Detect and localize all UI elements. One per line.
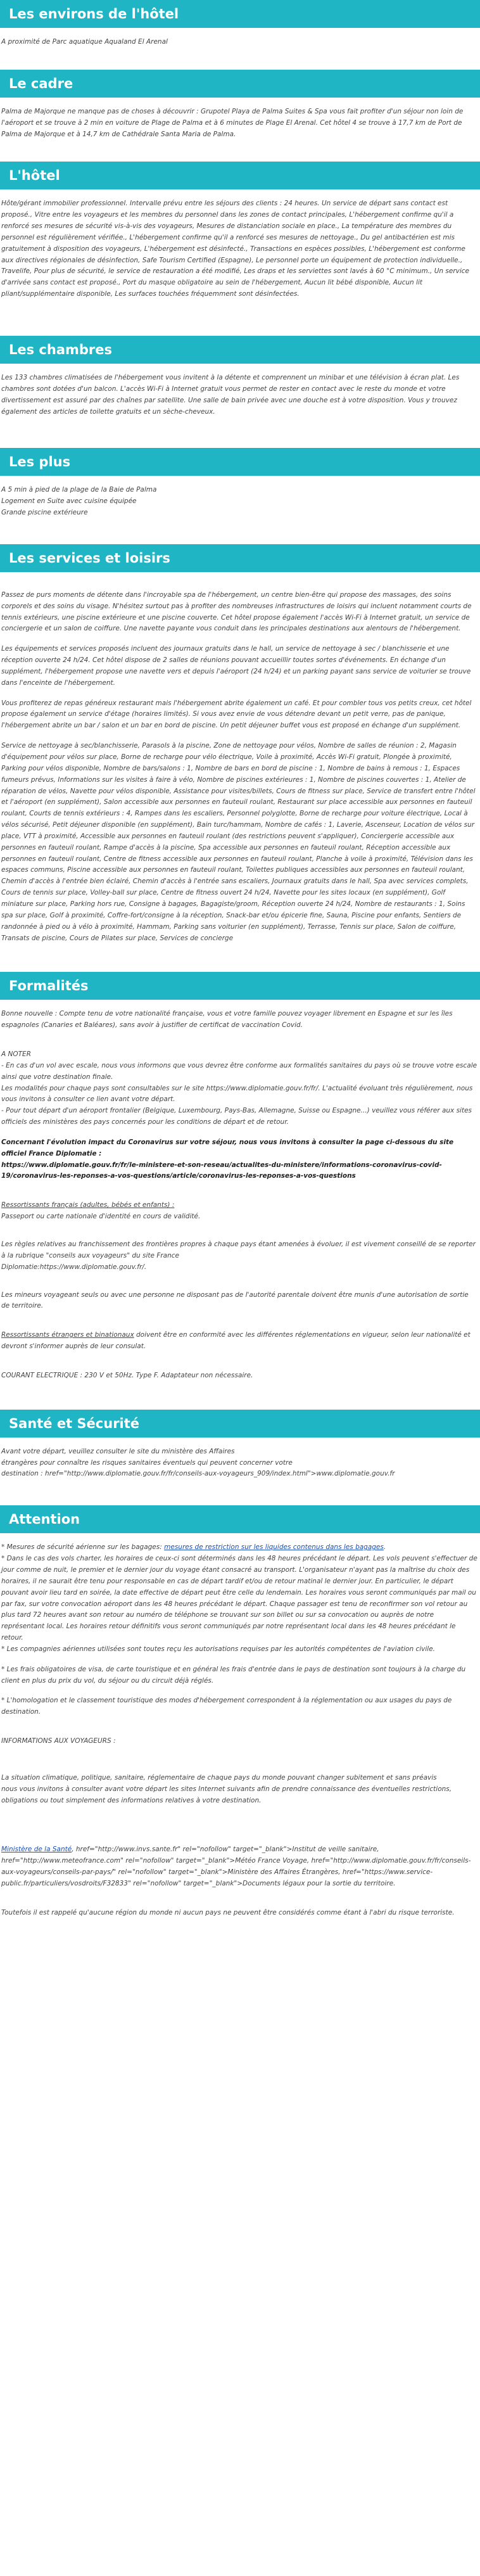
etrangers-para <box>1 1330 479 1353</box>
plus-item: Logement en Suite avec cuisine équipée <box>1 497 137 506</box>
situation-line: La situation climatique, politique, sanitaire, réglementaire de chaque pays du monde pouvant changer subitement et sans préavis <box>1 1773 437 1782</box>
ressortissants-fr-text: Passeport ou carte nationale d'identité en cours de validité. <box>1 1213 201 1221</box>
ressortissants-fr-title: Ressortissants français (adultes, bébés et enfants) : <box>1 1201 175 1209</box>
regles-line: Les règles relatives au franchissement des frontières propres à chaque pays étant amenées à évoluer, il est vivement conseillé de se reporter à la rubrique "conseils aux voyageurs" du site France <box>1 1240 476 1259</box>
section-securite <box>0 1410 480 1481</box>
mineurs-text: Les mineurs voyageant seuls ou avec une personne ne disposant pas de l'autorité parentale doivent être munis d'une autorisation de sortie de territoire. <box>1 1291 469 1310</box>
section-title: Les plus <box>0 448 480 476</box>
terrorisme-notice: Toutefois il est rappelé qu'aucune région du monde ni aucun pays ne peuvent être considérés comme étant à l'abri du risque terroriste. <box>1 1908 455 1916</box>
situation-line: nous vous invitons à consulter avant votre départ les sites Internet suivants afin de prendre connaissance des éventuelles restrictions, obligations ou tout simplement des informations relatives à votre destination. <box>1 1785 452 1804</box>
bagages-end: . <box>383 1543 386 1552</box>
bagages-label: * Mesures de sécurité aérienne sur les bagages: <box>1 1543 165 1552</box>
hotel-text: Hôte/gérant immobilier professionnel. Intervalle prévu entre les séjours des clients : 24 heures. Un service de départ sans contact est proposé., Vitre entre les voyageurs et les membres du personnel dans les zones de contact principales, L'hébergement confirme qu'il a renforcé ses mesures de sécurité vis-à-vis des voyageurs, Mesures de distanciation sociale en place., La température des membres du personnel est régulièrement vérifiée., L'hébergement confirme qu'il a renforcé ses mesures de nettoyage., Du gel antibactérien est mis gratuitement à disposition des voyageurs, L'hébergement est désinfecté., Transactions en espèces possibles, L'hébergement est conforme aux directives régionales de désinfection, Safe Tourism Certified (Espagne), Le personnel porte un équipement de protection individuelle., Travelife, Pour plus de sécurité, le service de restauration a été modifié, Les draps et les serviettes sont lavés à 60 °C minimum., Un service d'arrivée sans contact est proposé., Port du masque obligatoire au sein de l'hébergement, Aucun lit bébé disponible, Aucun lit pliant/supplémentaire disponible, Les surfaces touchées fréquemment sont désinfectées. <box>1 200 469 298</box>
nota-line: - Pour tout départ d'un aéroport frontalier (Belgique, Luxembourg, Pays-Bas, Allemagne, Suisse ou Espagne...) veuillez vous référer aux sites officiels des ministères des pays concernés pour les conditions de départ et de retour. <box>1 1107 472 1126</box>
loisirs-equipements: Service de nettoyage à sec/blanchisserie, Parasols à la piscine, Zone de nettoyage pour vélos, Nombre de salles de réunion : 2, Magasin d'équipement pour vélos sur place, Borne de recharge pour vélo électrique, Voile à proximité, Accès Wi-Fi gratuit, Plongée à proximité, Parking pour vélos disponible, Nombre de bars/salons : 1, Nombre de bars en bord de piscine : 1, Nombre de bains à remous : 1, Espaces fumeurs prévus, Informations sur les visites à faire à vélo, Nombre de piscines extérieures : 1, Nombre de piscines couvertes : 1, Atelier de réparation de vélos, Navette pour vélos disponible, Assistance pour visites/billets, Cours de fitness sur place, Service de transfert entre l'hôtel et l'aéroport (en supplément), Salon accessible aux personnes en fauteuil roulant, Restaurant sur place accessible aux personnes en fauteuil roulant, Courts de tennis extérieurs : 4, Rampes dans les escaliers, Personnel polyglotte, Borne de recharge pour voiture électrique, Local à vélos sécurisé, Petit déjeuner disponible (en supplément), Bain turc/hammam, Nombre de cafés : 1, Laverie, Ascenseur, Location de vélos sur place, VTT à proximité, Accessible aux personnes en fauteuil roulant (des restrictions peuvent s'appliquer), Conciergerie accessible aux personnes en fauteuil roulant, Rampe d'accès à la piscine, Spa accessible aux personnes en fauteuil roulant, Réception accessible aux personnes en fauteuil roulant, Centre de fitness accessible aux personnes en fauteuil roulant, Planche à voile à proximité, Télévision dans les espaces communs, Piscine accessible aux personnes en fauteuil roulant, Toilettes publiques accessibles aux personnes en fauteuil roulant, Chemin d'accès à l'entrée bien éclairé, Chemin d'accès à l'entrée sans escaliers, Journaux gratuits dans le hall, Spa avec services complets, Cours de tennis sur place, Volley-ball sur place, Centre de fitness ouvert 24 h/24, Navette pour les sites locaux (en supplément), Golf miniature sur place, Parking hors rue, Consigne à bagages, Bagagiste/groom, Réception ouverte 24 h/24, Nombre de restaurants : 1, Soins spa sur place, Golf à proximité, Coffre-fort/consigne à la réception, Snack-bar et/ou épicerie fine, Sauna, Piscine pour enfants, Sentiers de randonnée à pied ou à vélo à proximité, Hammam, Parking sans voiturier (en supplément), Terrasse, Tennis sur place, Salon de coiffure, Transats de piscine, Cours de Pilates sur place, Services de concierge <box>1 742 476 942</box>
section-title: Le cadre <box>0 70 480 98</box>
section-attention <box>0 1505 480 1918</box>
section-title: L'hôtel <box>0 162 480 189</box>
covid-notice: Concernant l'évolution impact du Coronavirus sur votre séjour, nous vous invitons à consulter la page ci-dessous du site officiel France Diplomatie : <box>1 1138 454 1157</box>
nota-line: Les modalités pour chaque pays sont consultables sur le site https://www.diplomatie.gouv.fr/fr/. L'actualité évoluant très régulièrement, nous vous invitons à consulter ce lien avant votre départ. <box>1 1084 473 1104</box>
loisirs-paragraph: Passez de purs moments de détente dans l'incroyable spa de l'hébergement, un centre bien-être qui propose des massages, des soins corporels et des soins du visage. N'hésitez surtout pas à profiter des nombreuses infrastructures de loisirs qui incluent notamment courts de tennis extérieurs, une piscine extérieure et une piscine couverte. Cet hôtel propose également l'accès Wi-Fi à Internet gratuit, un service de conciergerie et un salon de coiffure. Une navette payante vous conduit dans les principales destinations aux alentours de l'hébergement. <box>1 590 472 633</box>
nota-line: - En cas d'un vol avec escale, nous vous informons que vous devrez être conforme aux formalités sanitaires du pays où se trouve votre escale ainsi que votre destination finale. <box>1 1061 477 1081</box>
loisirs-paragraph: Les équipements et services proposés incluent des journaux gratuits dans le hall, un service de nettoyage à sec / blanchisserie et une réception ouverte 24 h/24. Cet hôtel dispose de 2 salles de réunions pouvant accueillir toutes sortes d'événements. En échange d'un supplément, l'hébergement propose une navette vers et depuis l'aéroport (24 h/24) et un parking payant sans service de voiturier se trouve dans l'enceinte de l'hébergement. <box>1 645 471 687</box>
attention-bagages <box>1 1542 479 1553</box>
plus-item: Grande piscine extérieure <box>1 509 88 517</box>
section-title: Les chambres <box>0 336 480 364</box>
sante-link[interactable]: Ministère de la Santé <box>1 1846 72 1854</box>
section-title: Formalités <box>0 972 480 1000</box>
regles-line: Diplomatie:https://www.diplomatie.gouv.fr/. <box>1 1263 147 1271</box>
attention-charter: * Dans le cas des vols charter, les horaires de ceux-ci sont déterminés dans les 48 heures précédant le départ. Les vols peuvent s'effectuer de jour comme de nuit, le premier et le dernier jour du voyage étant consacré au transport. L'organisateur n'ayant pas la maîtrise du choix des horaires, il ne saurait être tenu pour responsable en cas de départ tardif et/ou de retour matinal le dernier jour. En particulier, le départ pouvant avoir lieu tard en soirée, la date effective de départ peut être celle du lendemain. Les horaires vous seront communiqués par mail ou par fax, sur votre convocation aéroport dans les 48 heures précédant le départ. Chaque passager est tenu de reconfirmer son vol retour au plus tard 72 heures avant son retour au numéro de téléphone se trouvant sur son billet ou sur sa convocation ou auprès de notre représentant local. Les horaires retour définitifs vous seront communiqués par notre représentant local dans les 48 heures précédant le retour. <box>1 1555 477 1642</box>
attention-homologation: * L'homologation et le classement touristique des modes d'hébergement correspondent à la réglementation ou aux usages du pays de destination. <box>1 1697 452 1716</box>
liquides-link[interactable]: mesures de restriction sur les liquides contenus dans les bagages <box>164 1543 384 1552</box>
securite-line: étrangères pour connaître les risques sanitaires éventuels qui peuvent concerner votre <box>1 1458 293 1467</box>
chambres-text: Les 133 chambres climatisées de l'hébergement vous invitent à la détente et comprennent un minibar et une télévision à écran plat. Les chambres sont dotées d'un balcon. L'accès Wi-Fi à Internet gratuit vous permet de rester en contact avec le reste du monde et votre divertissement est assuré par des chaînes par satellite. Une salle de bain privée avec une douche est à votre disposition. Vous y trouvez également des articles de toilette gratuits et un sèche-cheveux. <box>1 373 460 416</box>
covid-link[interactable]: https://www.diplomatie.gouv.fr/fr/le-ministere-et-son-reseau/actualites-du-ministere/informations-coronavirus-covid-19/coronavirus-les-reponses-a-vos-questions/article/coronavirus-les-reponses-a-vos-questions <box>1 1161 442 1180</box>
plus-item: A 5 min à pied de la plage de la Baie de Palma <box>1 486 157 494</box>
securite-line: destination : href="http://www.diplomatie.gouv.fr/fr/conseils-aux-voyageurs_909/index.html">www.diplomatie.gouv.fr <box>1 1470 395 1478</box>
section-formalites <box>0 972 480 1381</box>
cadre-text: Palma de Majorque ne manque pas de choses à découvrir : Grupotel Playa de Palma Suites & Spa vous fait profiter d'un séjour non loin de l'aéroport et se trouve à 2 min en voiture de Plage de Palma et à 6 minutes de Plage El Arenal. Cet hôtel 4 se trouve à 17,7 km de Port de Palma de Majorque et à 14,7 km de Cathédrale Santa Maria de Palma. <box>1 107 464 138</box>
section-title: Santé et Sécurité <box>0 1410 480 1438</box>
attention-visa: * Les frais obligatoires de visa, de carte touristique et en général les frais d'entrée dans le pays de destination sont toujours à la charge du client en plus du prix du vol, du séjour ou du circuit déjà réglés. <box>1 1665 466 1685</box>
loisirs-paragraph: Vous profiterez de repas généreux restaurant mais l'hébergement abrite également un café. Et pour combler tous vos petits creux, cet hôtel propose également un service d'étage (horaires limités). Si vous avez envie de vous détendre devant un petit verre, pas de panique, l'hébergement abrite un bar / salon et un bar en bord de piscine. Un petit déjeuner buffet vous est proposé en échange d'un supplément. <box>1 699 472 730</box>
section-loisirs <box>0 544 480 944</box>
section-title: Les services et loisirs <box>0 544 480 572</box>
section-environs <box>0 0 480 48</box>
courant-electrique: COURANT ELECTRIQUE : 230 V et 50Hz. Type F. Adaptateur non nécessaire. <box>1 1371 253 1379</box>
section-cadre <box>0 70 480 141</box>
section-title: Les environs de l'hôtel <box>0 0 480 28</box>
section-title: Attention <box>0 1505 480 1533</box>
section-hotel <box>0 162 480 300</box>
etrangers-title: Ressortissants étrangers et binationaux <box>1 1331 134 1339</box>
info-voyageurs: INFORMATIONS AUX VOYAGEURS : <box>1 1737 116 1745</box>
sites-links <box>1 1844 479 1889</box>
environs-text: A proximité de Parc aquatique Aqualand El Arenal <box>1 38 168 46</box>
etrangers-text: doivent être en conformité avec les différentes réglementations en vigueur, selon leur nationalité et devront s'informer auprès de leur consulat. <box>1 1331 471 1351</box>
nota-heading: A NOTER <box>1 1050 31 1059</box>
sites-rest: , href="http://www.invs.sante.fr" rel="nofollow" target="_blank">Institut de veille sanitaire, href="http://www.meteofrance.com" rel="nofollow" target="_blank">Météo France Voyage, href="http://www.diplomatie.gouv.fr/fr/conseils-aux-voyageurs/conseils-par-pays/" rel="nofollow" target="_blank">Ministère des Affaires Étrangères, href="https://www.service-public.fr/particuliers/vosdroits/F32833" rel="nofollow" target="_blank">Documents légaux pour la sortie du territoire. <box>1 1846 471 1887</box>
attention-compagnies: * Les compagnies aériennes utilisées sont toutes reçu les autorisations requises par les autorités compétentes de l'aviation civile. <box>1 1645 435 1653</box>
securite-line: Avant votre départ, veuillez consulter le site du ministère des Affaires <box>1 1447 235 1455</box>
formalites-intro: Bonne nouvelle : Compte tenu de votre nationalité française, vous et votre famille pouvez voyager librement en Espagne et sur les îles espagnoles (Canaries et Baléares), sans avoir à justifier de certificat de vaccination Covid. <box>1 1010 453 1030</box>
section-plus <box>0 448 480 519</box>
section-chambres <box>0 336 480 418</box>
